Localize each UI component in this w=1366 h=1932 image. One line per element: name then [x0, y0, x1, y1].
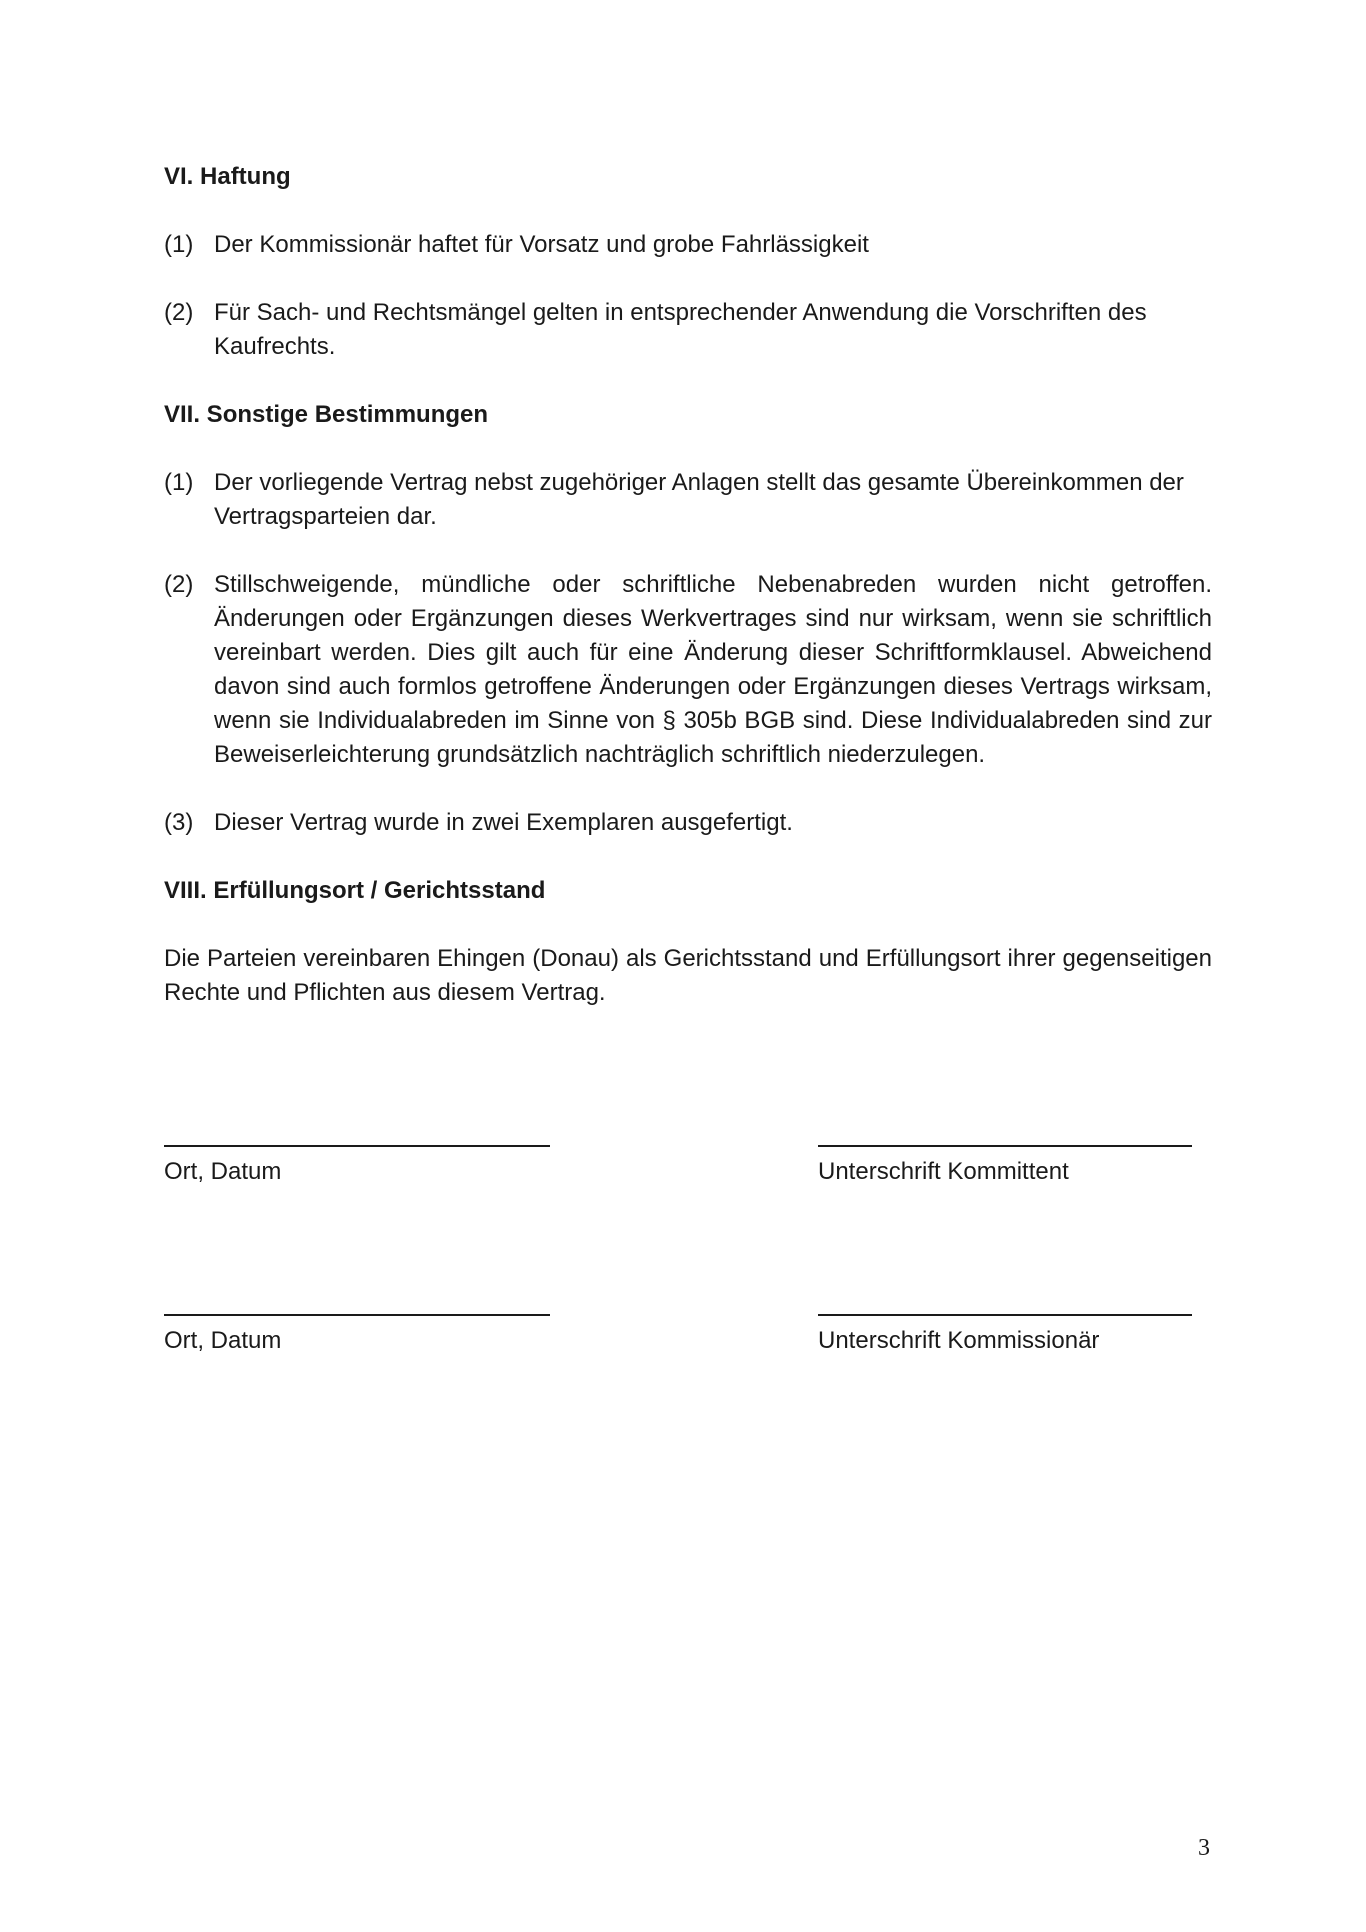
list-item	[164, 296, 1212, 364]
item-number: (3)	[164, 809, 194, 836]
item-number: (2)	[164, 571, 194, 598]
signature-line	[164, 1145, 550, 1147]
signature-row	[164, 1314, 1212, 1394]
signature-block-kommissionaer	[818, 1314, 1208, 1356]
section-heading-vii: VII. Sonstige Bestimmungen	[164, 401, 489, 428]
item-number: (2)	[164, 299, 194, 326]
signature-label: Ort, Datum	[164, 1158, 282, 1185]
signature-block-kommittent	[818, 1145, 1208, 1187]
signature-line	[818, 1314, 1192, 1316]
document-body	[164, 160, 1212, 1044]
signature-line	[818, 1145, 1192, 1147]
item-text: Der Kommissionär haftet für Vorsatz und grobe Fahrlässigkeit	[214, 231, 869, 258]
list-item	[164, 568, 1212, 772]
signature-row	[164, 1145, 1212, 1225]
section-heading-vi: VI. Haftung	[164, 163, 291, 190]
signature-block-place-date	[164, 1314, 554, 1356]
page-number: 3	[1198, 1835, 1210, 1861]
signature-label: Unterschrift Kommittent	[818, 1158, 1069, 1185]
list-item	[164, 806, 1212, 840]
list-item	[164, 466, 1212, 534]
signature-line	[164, 1314, 550, 1316]
item-text: Der vorliegende Vertrag nebst zugehöriger Anlagen stellt das gesamte Übereinkommen der Vertragsparteien dar.	[214, 469, 1184, 530]
item-text: Für Sach- und Rechtsmängel gelten in entsprechender Anwendung die Vorschriften des Kaufrechts.	[214, 299, 1147, 360]
list-item	[164, 228, 1212, 262]
item-number: (1)	[164, 231, 194, 258]
item-text: Dieser Vertrag wurde in zwei Exemplaren ausgefertigt.	[214, 809, 793, 836]
section-heading-viii: VIII. Erfüllungsort / Gerichtsstand	[164, 877, 546, 904]
signature-label: Ort, Datum	[164, 1327, 282, 1354]
paragraph-jurisdiction: Die Parteien vereinbaren Ehingen (Donau) als Gerichtsstand und Erfüllungsort ihrer gegenseitigen Rechte und Pflichten aus diesem Vertrag.	[164, 945, 1212, 1006]
signature-label: Unterschrift Kommissionär	[818, 1327, 1100, 1354]
item-number: (1)	[164, 469, 194, 496]
item-text: Stillschweigende, mündliche oder schriftliche Nebenabreden wurden nicht getroffen. Änderungen oder Ergänzungen dieses Werkvertrages sind nur wirksam, wenn sie schriftlich vereinbart werden. Dies gilt auch für eine Änderung dieser Schriftformklausel. Abweichend davon sind auch formlos getroffene Änderungen oder Ergänzungen dieses Vertrags wirksam, wenn sie Individualabreden im Sinne von § 305b BGB sind. Diese Individualabreden sind zur Beweiserleichterung grundsätzlich nachträglich schriftlich niederzulegen.	[214, 571, 1212, 768]
signature-block-place-date	[164, 1145, 554, 1187]
